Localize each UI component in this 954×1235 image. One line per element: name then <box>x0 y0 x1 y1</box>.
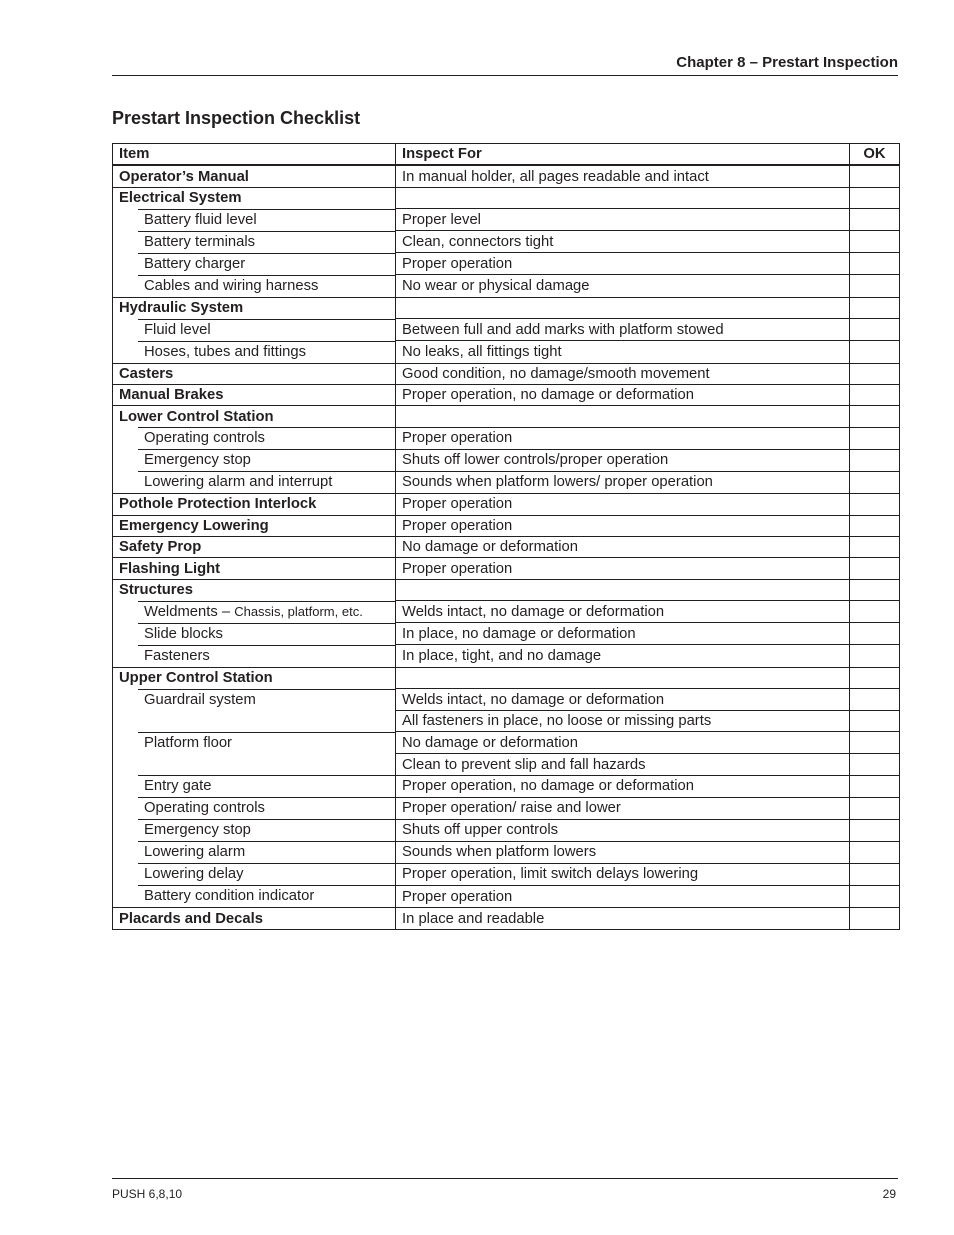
inspect-for-cell: No damage or deformation <box>396 537 850 558</box>
ok-checkbox-cell[interactable] <box>850 754 900 775</box>
table-row <box>113 449 900 471</box>
inspect-for-cell: Proper operation <box>396 253 850 275</box>
sub-item-text: Entry gate <box>144 778 212 795</box>
ok-checkbox-cell[interactable] <box>850 908 900 929</box>
inspect-for-cell <box>396 406 850 427</box>
table-row <box>113 667 900 688</box>
item-cell <box>113 819 396 841</box>
ok-checkbox-cell[interactable] <box>850 797 900 819</box>
item-cell <box>113 754 396 775</box>
inspect-for-cell: Proper level <box>396 209 850 231</box>
footer-divider <box>112 1178 898 1179</box>
sub-item-label <box>138 231 395 253</box>
table-row <box>113 863 900 885</box>
inspect-for-cell: Proper operation <box>396 427 850 449</box>
inspect-for-cell: Sounds when platform lowers/ proper operation <box>396 471 850 494</box>
sub-item-label <box>138 841 395 863</box>
item-cell <box>113 253 396 275</box>
inspect-for-cell: Shuts off lower controls/proper operation <box>396 449 850 471</box>
sub-item-text: Operating controls <box>144 430 265 447</box>
sub-item-text: Platform floor <box>144 734 232 751</box>
inspect-for-cell <box>396 187 850 208</box>
item-cell: Hydraulic System <box>113 297 396 318</box>
sub-item-text: Emergency stop <box>144 452 251 469</box>
sub-item-text: Battery condition indicator <box>144 888 315 905</box>
item-cell: Safety Prop <box>113 537 396 558</box>
ok-checkbox-cell[interactable] <box>850 319 900 341</box>
inspect-for-cell: Good condition, no damage/smooth movement <box>396 363 850 384</box>
inspect-for-cell: No leaks, all fittings tight <box>396 341 850 364</box>
item-cell: Lower Control Station <box>113 406 396 427</box>
ok-checkbox-cell[interactable] <box>850 275 900 298</box>
inspect-for-cell: No damage or deformation <box>396 732 850 754</box>
header-divider <box>112 75 898 76</box>
ok-checkbox-cell[interactable] <box>850 558 900 579</box>
inspect-for-cell: Clean to prevent slip and fall hazards <box>396 754 850 775</box>
inspect-for-cell: Proper operation, limit switch delays lowering <box>396 863 850 885</box>
item-cell <box>113 449 396 471</box>
ok-checkbox-cell[interactable] <box>850 494 900 515</box>
sub-item-label <box>138 885 395 907</box>
ok-checkbox-cell[interactable] <box>850 645 900 668</box>
table-body <box>113 165 900 929</box>
item-cell <box>113 775 396 797</box>
sub-item-label <box>138 689 395 711</box>
item-cell <box>113 231 396 253</box>
sub-item-text: Guardrail system <box>144 691 256 708</box>
ok-checkbox-cell[interactable] <box>850 732 900 754</box>
ok-checkbox-cell[interactable] <box>850 775 900 797</box>
item-cell: Pothole Protection Interlock <box>113 494 396 515</box>
sub-item-text: Fluid level <box>144 321 211 338</box>
inspect-for-cell <box>396 297 850 318</box>
table-row <box>113 623 900 645</box>
inspect-for-cell: Proper operation, no damage or deformation <box>396 775 850 797</box>
item-cell <box>113 209 396 231</box>
inspect-for-cell: Proper operation <box>396 494 850 515</box>
ok-checkbox-cell[interactable] <box>850 341 900 364</box>
sub-item-text: Fasteners <box>144 647 210 664</box>
table-row <box>113 732 900 754</box>
inspect-for-cell: In place, tight, and no damage <box>396 645 850 668</box>
ok-checkbox-cell[interactable] <box>850 667 900 688</box>
item-cell: Manual Brakes <box>113 384 396 405</box>
table-row <box>113 515 900 536</box>
inspect-for-cell <box>396 667 850 688</box>
sub-item-label <box>138 449 395 471</box>
table-row <box>113 579 900 600</box>
sub-item-text: Lowering alarm and interrupt <box>144 474 333 491</box>
item-cell: Casters <box>113 363 396 384</box>
table-row <box>113 187 900 208</box>
item-cell: Electrical System <box>113 187 396 208</box>
table-row <box>113 537 900 558</box>
sub-item-label <box>138 797 395 819</box>
sub-item-label <box>138 471 395 493</box>
ok-checkbox-cell[interactable] <box>850 863 900 885</box>
inspect-for-cell: Proper operation <box>396 558 850 579</box>
sub-item-label <box>138 775 395 797</box>
sub-item-text: Lowering alarm <box>144 844 246 861</box>
item-cell: Structures <box>113 579 396 600</box>
table-row <box>113 908 900 929</box>
column-header-inspect-for: Inspect For <box>396 144 850 166</box>
sub-item-text: Cables and wiring harness <box>144 277 319 294</box>
item-cell <box>113 689 396 711</box>
item-cell <box>113 797 396 819</box>
table-row <box>113 471 900 494</box>
inspect-for-cell: Sounds when platform lowers <box>396 841 850 863</box>
table-row <box>113 384 900 405</box>
table-row <box>113 363 900 384</box>
table-row <box>113 711 900 732</box>
item-cell: Placards and Decals <box>113 908 396 929</box>
page-number: 29 <box>882 1187 896 1201</box>
item-cell <box>113 645 396 668</box>
sub-item-label <box>138 863 395 885</box>
sub-item-label <box>138 275 395 297</box>
sub-item-label <box>138 623 395 645</box>
inspect-for-cell: In manual holder, all pages readable and intact <box>396 165 850 187</box>
ok-checkbox-cell[interactable] <box>850 231 900 253</box>
ok-checkbox-cell[interactable] <box>850 406 900 427</box>
sub-item-label <box>138 253 395 275</box>
table-row <box>113 165 900 187</box>
item-cell: Emergency Lowering <box>113 515 396 536</box>
inspect-for-cell: Between full and add marks with platform stowed <box>396 319 850 341</box>
table-row <box>113 494 900 515</box>
sub-item-label <box>138 732 395 754</box>
inspect-for-cell: In place, no damage or deformation <box>396 623 850 645</box>
inspect-for-cell: In place and readable <box>396 908 850 929</box>
sub-item-text: Hoses, tubes and fittings <box>144 343 307 360</box>
ok-checkbox-cell[interactable] <box>850 384 900 405</box>
ok-checkbox-cell[interactable] <box>850 819 900 841</box>
table-row <box>113 209 900 231</box>
table-row <box>113 601 900 623</box>
table-row <box>113 754 900 775</box>
sub-item-text: Lowering delay <box>144 866 244 883</box>
table-row <box>113 427 900 449</box>
item-cell <box>113 863 396 885</box>
inspect-for-cell: Proper operation <box>396 885 850 908</box>
ok-checkbox-cell[interactable] <box>850 363 900 384</box>
table-row <box>113 885 900 908</box>
section-title: Prestart Inspection Checklist <box>112 108 361 128</box>
sub-item-note: Chassis, platform, etc. <box>234 603 363 619</box>
inspect-for-cell: Proper operation/ raise and lower <box>396 797 850 819</box>
item-cell: Operator’s Manual <box>113 165 396 187</box>
item-cell: Flashing Light <box>113 558 396 579</box>
ok-checkbox-cell[interactable] <box>850 471 900 494</box>
ok-checkbox-cell[interactable] <box>850 601 900 623</box>
table-row <box>113 819 900 841</box>
ok-checkbox-cell[interactable] <box>850 537 900 558</box>
item-cell <box>113 275 396 298</box>
inspect-for-cell: No wear or physical damage <box>396 275 850 298</box>
sub-item-text: Slide blocks <box>144 625 223 642</box>
table-header-row <box>113 144 900 166</box>
ok-checkbox-cell[interactable] <box>850 449 900 471</box>
ok-checkbox-cell[interactable] <box>850 515 900 536</box>
item-cell <box>113 341 396 364</box>
ok-checkbox-cell[interactable] <box>850 885 900 908</box>
table-row <box>113 297 900 318</box>
sub-item-label <box>138 754 395 775</box>
table-row <box>113 319 900 341</box>
table-row <box>113 558 900 579</box>
prestart-checklist-table <box>112 143 900 930</box>
sub-item-label <box>138 711 395 732</box>
item-cell: Upper Control Station <box>113 667 396 688</box>
sub-item-label <box>138 319 395 341</box>
table-row <box>113 797 900 819</box>
column-header-item: Item <box>113 144 396 166</box>
inspect-for-cell: Clean, connectors tight <box>396 231 850 253</box>
ok-checkbox-cell[interactable] <box>850 711 900 732</box>
table-row <box>113 341 900 364</box>
item-cell <box>113 732 396 754</box>
sub-item-text: Battery charger <box>144 255 246 272</box>
ok-checkbox-cell[interactable] <box>850 297 900 318</box>
sub-item-text: Battery fluid level <box>144 211 257 228</box>
table-row <box>113 406 900 427</box>
sub-item-text: Emergency stop <box>144 822 251 839</box>
ok-checkbox-cell[interactable] <box>850 689 900 711</box>
item-cell <box>113 885 396 908</box>
sub-item-label <box>138 601 395 623</box>
sub-item-label <box>138 209 395 231</box>
ok-checkbox-cell[interactable] <box>850 187 900 208</box>
table-row <box>113 689 900 711</box>
item-cell <box>113 601 396 623</box>
sub-item-text: Weldments – <box>144 603 235 620</box>
sub-item-label <box>138 645 395 667</box>
item-cell <box>113 319 396 341</box>
ok-checkbox-cell[interactable] <box>850 165 900 187</box>
inspect-for-cell <box>396 579 850 600</box>
item-cell <box>113 841 396 863</box>
column-header-ok: OK <box>850 144 900 166</box>
ok-checkbox-cell[interactable] <box>850 579 900 600</box>
sub-item-label <box>138 427 395 449</box>
inspect-for-cell: Welds intact, no damage or deformation <box>396 689 850 711</box>
inspect-for-cell: Proper operation <box>396 515 850 536</box>
table-row <box>113 231 900 253</box>
sub-item-text: Operating controls <box>144 800 265 817</box>
item-cell <box>113 711 396 732</box>
ok-checkbox-cell[interactable] <box>850 427 900 449</box>
table-row <box>113 775 900 797</box>
ok-checkbox-cell[interactable] <box>850 623 900 645</box>
sub-item-label <box>138 819 395 841</box>
item-cell <box>113 623 396 645</box>
sub-item-text: Battery terminals <box>144 233 256 250</box>
ok-checkbox-cell[interactable] <box>850 209 900 231</box>
ok-checkbox-cell[interactable] <box>850 253 900 275</box>
table-row <box>113 841 900 863</box>
item-cell <box>113 427 396 449</box>
footer-model: PUSH 6,8,10 <box>112 1187 183 1201</box>
chapter-title: Chapter 8 – Prestart Inspection <box>676 54 898 71</box>
table-row <box>113 645 900 668</box>
ok-checkbox-cell[interactable] <box>850 841 900 863</box>
inspect-for-cell: All fasteners in place, no loose or missing parts <box>396 711 850 732</box>
table-row <box>113 253 900 275</box>
inspect-for-cell: Welds intact, no damage or deformation <box>396 601 850 623</box>
item-cell <box>113 471 396 494</box>
inspect-for-cell: Proper operation, no damage or deformation <box>396 384 850 405</box>
inspect-for-cell: Shuts off upper controls <box>396 819 850 841</box>
table-row <box>113 275 900 298</box>
sub-item-label <box>138 341 395 363</box>
